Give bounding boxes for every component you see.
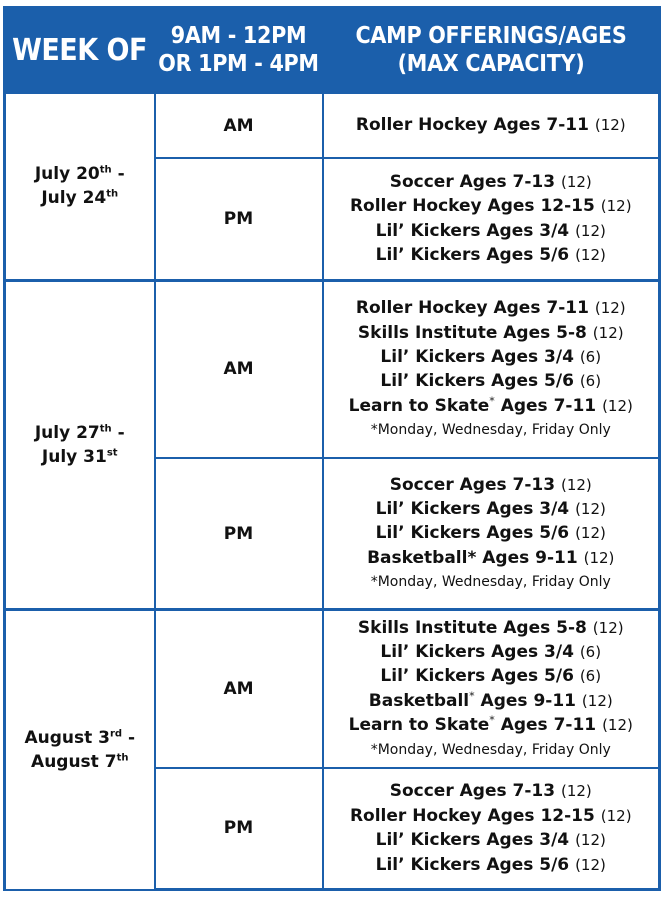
camp-schedule-table: [3, 6, 661, 891]
offering-name: Roller Hockey Ages 12-15: [349, 805, 595, 826]
offering-capacity: (12): [600, 197, 632, 216]
offering-name: Basketball: [368, 690, 470, 711]
list-item: [324, 219, 659, 243]
offering-capacity: (12): [575, 221, 606, 240]
week-start-suffix: th: [99, 423, 112, 435]
session-offerings-cell: [323, 610, 660, 768]
week-end-suffix: st: [106, 447, 118, 459]
header-time-line1: 9AM - 12PM: [170, 23, 307, 49]
week-start-suffix: th: [99, 164, 112, 176]
week-date-separator: -: [111, 164, 125, 185]
list-item: [324, 853, 659, 877]
schedule-body: [5, 93, 660, 890]
offering-capacity: (6): [579, 347, 602, 366]
week-dates-cell: [5, 280, 155, 610]
header-time-line2: OR 1PM - 4PM: [158, 51, 319, 77]
session-period-cell: AM: [155, 280, 323, 458]
table-row: [5, 610, 660, 768]
offering-name: Roller Hockey Ages 12-15: [349, 196, 595, 217]
offering-name: Lil’ Kickers Ages 3/4: [380, 642, 574, 663]
offering-capacity: (12): [575, 500, 606, 519]
offering-name: Lil’ Kickers Ages 3/4: [380, 346, 574, 367]
list-item: [324, 664, 659, 688]
offering-capacity: (12): [560, 173, 592, 192]
session-period-cell: AM: [155, 610, 323, 768]
header-camp-offerings: [323, 8, 660, 93]
offering-name: Soccer Ages 7-13: [389, 474, 556, 495]
offering-name: Learn to Skate: [348, 715, 490, 736]
offering-footnote-mark: *: [489, 713, 495, 727]
offering-capacity: (12): [594, 299, 626, 318]
week-end-date: July 24: [41, 188, 107, 209]
offering-capacity: (12): [581, 691, 613, 710]
session-period-cell: PM: [155, 768, 323, 890]
table-row: [5, 93, 660, 159]
list-item: [324, 497, 659, 521]
offering-capacity: (12): [560, 475, 592, 494]
list-item: [324, 473, 659, 497]
week-start-date: August 3: [24, 727, 110, 748]
list-item: [324, 640, 659, 664]
offering-footnote-mark: *: [469, 689, 475, 703]
session-footnote: *Monday, Wednesday, Friday Only: [370, 741, 611, 758]
offering-name: Skills Institute Ages 5-8: [357, 322, 587, 343]
offering-name: Lil’ Kickers Ages 5/6: [380, 371, 574, 392]
session-period-cell: AM: [155, 93, 323, 159]
offering-name: Lil’ Kickers Ages 5/6: [375, 245, 570, 266]
list-item: [324, 804, 659, 828]
offering-name: Lil’ Kickers Ages 5/6: [375, 854, 570, 875]
session-offerings-cell: [323, 768, 660, 890]
offering-capacity: (6): [579, 667, 602, 686]
offering-capacity: (6): [579, 372, 602, 391]
header-offerings-line1: CAMP OFFERINGS/AGES: [355, 23, 627, 49]
offering-capacity: (12): [592, 618, 624, 637]
list-item: [324, 713, 659, 737]
week-end-suffix: th: [116, 752, 129, 764]
offering-capacity: (12): [592, 323, 624, 342]
list-item: [324, 779, 659, 803]
offering-ages: Ages 7-11: [494, 395, 597, 416]
list-item: [324, 321, 659, 345]
offering-ages: Ages 7-11: [494, 715, 597, 736]
list-item: [324, 345, 659, 369]
offering-footnote-mark: *: [489, 394, 495, 408]
list-item: [324, 546, 659, 570]
offering-capacity: (12): [560, 782, 592, 801]
offering-name: Soccer Ages 7-13: [389, 172, 556, 193]
session-offerings-cell: [323, 93, 660, 159]
list-item: [324, 243, 659, 267]
offering-capacity: (12): [575, 831, 606, 850]
offering-capacity: (12): [583, 548, 615, 567]
week-end-date: July 31: [41, 446, 107, 467]
session-footnote: *Monday, Wednesday, Friday Only: [370, 422, 611, 439]
offering-name: Learn to Skate: [348, 395, 490, 416]
list-item: [324, 369, 659, 393]
week-start-date: July 27: [34, 422, 100, 443]
list-item: [324, 689, 659, 713]
session-period-cell: PM: [155, 458, 323, 610]
offering-capacity: (12): [602, 716, 633, 735]
week-end-suffix: th: [106, 188, 119, 200]
offering-ages: Ages 9-11: [474, 690, 576, 711]
session-offerings-cell: [323, 158, 660, 280]
week-dates-cell: [5, 610, 155, 890]
header-week-of: WEEK OF: [5, 8, 155, 93]
offering-name: Roller Hockey Ages 7-11: [355, 298, 589, 319]
offering-name: Basketball* Ages 9-11: [367, 547, 578, 568]
offering-name: Soccer Ages 7-13: [389, 781, 556, 802]
session-period-cell: PM: [155, 158, 323, 280]
offering-name: Lil’ Kickers Ages 3/4: [375, 830, 570, 851]
session-footnote: *Monday, Wednesday, Friday Only: [370, 574, 611, 591]
week-date-separator: -: [122, 727, 136, 748]
week-start-date: July 20: [34, 164, 100, 185]
offering-capacity: (12): [594, 116, 626, 135]
header-offerings-line2: (MAX CAPACITY): [397, 51, 585, 77]
week-date-separator: -: [111, 422, 125, 443]
list-item: [324, 616, 659, 640]
session-offerings-cell: [323, 458, 660, 610]
list-item: [324, 296, 659, 320]
list-item: [324, 194, 659, 218]
offering-capacity: (12): [600, 806, 632, 825]
offering-capacity: (12): [575, 855, 606, 874]
offering-capacity: (12): [575, 246, 606, 265]
offering-capacity: (12): [602, 396, 633, 415]
offering-name: Lil’ Kickers Ages 3/4: [375, 499, 570, 520]
offering-name: Lil’ Kickers Ages 5/6: [375, 523, 570, 544]
week-dates-cell: [5, 93, 155, 281]
table-row: [5, 280, 660, 458]
offering-name: Skills Institute Ages 5-8: [357, 617, 587, 638]
list-item: [324, 113, 659, 137]
offering-capacity: (6): [579, 643, 602, 662]
session-offerings-cell: [323, 280, 660, 458]
week-start-suffix: rd: [109, 728, 123, 740]
list-item: [324, 828, 659, 852]
header-row: [5, 8, 660, 93]
offering-name: Roller Hockey Ages 7-11: [355, 115, 589, 136]
list-item: [324, 521, 659, 545]
offering-capacity: (12): [575, 524, 606, 543]
week-end-date: August 7: [31, 751, 117, 772]
list-item: [324, 394, 659, 418]
offering-name: Lil’ Kickers Ages 5/6: [380, 666, 574, 687]
offering-name: Lil’ Kickers Ages 3/4: [375, 220, 570, 241]
header-time-slots: [155, 8, 323, 93]
list-item: [324, 170, 659, 194]
